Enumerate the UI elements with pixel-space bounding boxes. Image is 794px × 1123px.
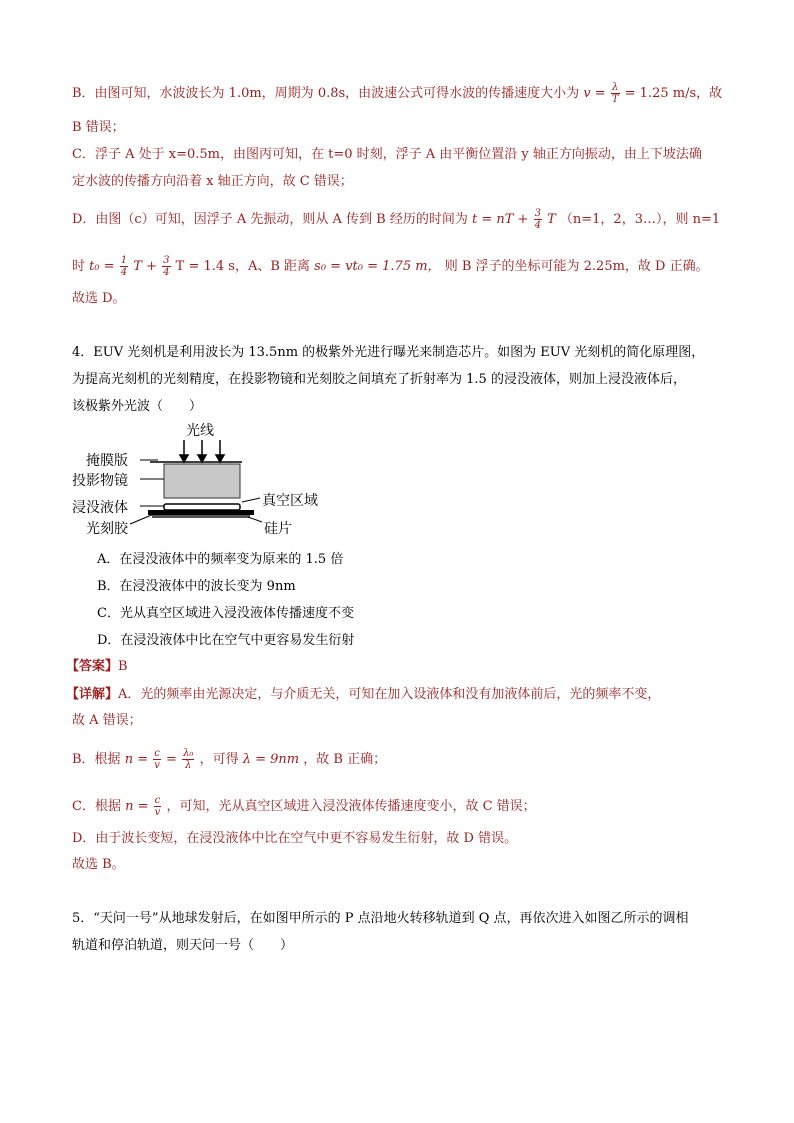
fraction-lambda-T	[611, 82, 620, 105]
q3-optionB-line2: B 错误；	[72, 120, 125, 135]
frac-den: 4	[163, 267, 170, 278]
q3-optionD-cond: （n=1，2，3…），则 n=1	[559, 212, 721, 227]
formula-n: n =	[124, 752, 149, 767]
q4-stem-line2: 为提高光刻机的光刻精度，在投影物镜和光刻胶之间填充了折射率为 1.5 的浸没液体，则加上浸没液体后，	[72, 372, 686, 387]
projection-lens	[164, 464, 240, 498]
label-lens: 投影物镜	[72, 473, 128, 489]
q3-optionC-line1: C．浮子 A 处于 x=0.5m，由图丙可知，在 t=0 时刻，浮子 A 由平衡位置沿 y 轴正方向振动，由上下坡法确	[72, 147, 702, 162]
q5-stem-line2: 轨道和停泊轨道，则天问一号（ ）	[72, 938, 294, 953]
detail-B-pre: B．根据	[72, 752, 121, 767]
leader-wafer	[248, 517, 262, 522]
photoresist-layer	[148, 510, 254, 515]
q4-option-C: C．光从真空区域进入浸没液体传播速度不变	[97, 606, 354, 621]
q3-conclusion: 故选 D。	[72, 291, 126, 306]
q4-detail-A-line2: 故 A 错误；	[72, 713, 142, 728]
formula-lambda-result: λ = 9nm	[242, 752, 300, 767]
answer-value: B	[118, 659, 128, 674]
label-vacuum: 真空区域	[262, 493, 318, 509]
q4-conclusion: 故选 B。	[72, 857, 125, 872]
fraction-lambda0-lambda	[182, 748, 194, 771]
fraction-c-v	[153, 748, 161, 771]
formula-result: = 1.25 m/s，故	[624, 86, 723, 101]
q3-optionD-when: 时	[72, 259, 86, 274]
q4-detail-C	[72, 795, 536, 818]
frac-num: λ₀	[183, 748, 194, 759]
q4-detail-A-line1	[66, 686, 660, 704]
formula-n-c: n =	[125, 799, 149, 814]
frac-den: T	[611, 94, 619, 105]
fraction-1-4	[120, 255, 128, 278]
fraction-3-4b	[162, 255, 170, 278]
label-wafer: 硅片	[264, 521, 292, 537]
frac-num: c	[154, 795, 161, 806]
q3-optionD-line2	[72, 255, 709, 278]
light-arrowhead-1	[180, 455, 188, 462]
frac-den: 4	[120, 267, 128, 278]
silicon-wafer	[152, 515, 250, 518]
detail-tag: 【详解】	[66, 687, 119, 702]
formula-t0: t₀ =	[89, 259, 115, 274]
answer-tag: 【答案】	[66, 659, 119, 674]
leader-vacuum	[242, 498, 260, 502]
q5-stem-line1: 5．“天问一号”从地球发射后，在如图甲所示的 P 点沿地火转移轨道到 Q 点，再依次进入如图乙所示的调相	[72, 911, 689, 926]
formula-v: v =	[583, 86, 606, 101]
q4-detail-B	[72, 748, 386, 771]
q4-answer	[66, 658, 128, 676]
leader-resist	[130, 514, 154, 524]
q4-stem-line3: 该极紫外光波（ ）	[72, 399, 203, 414]
formula-end: T = 1.4 s，A、B 距离	[175, 259, 311, 274]
frac-den: v	[154, 807, 161, 818]
light-arrowhead-2	[198, 455, 206, 462]
detail-C-pre: C．根据	[72, 799, 121, 814]
q3-optionC-line2: 定水波的传播方向沿着 x 轴正方向，故 C 错误；	[72, 174, 353, 189]
q4-option-B: B．在浸没液体中的波长变为 9nm	[97, 579, 296, 594]
q4-option-D: D．在浸没液体中比在空气中更容易发生衍射	[97, 633, 355, 648]
frac-num: 1	[120, 255, 128, 266]
q3-optionB-text: B．由图可知，水波波长为 1.0m，周期为 0.8s，由波速公式可得水波的传播速度大小为	[72, 86, 580, 101]
frac-den: λ	[185, 760, 192, 771]
frac-den: v	[154, 760, 160, 771]
q3-optionD-text: D．由图（c）可知，因浮子 A 先振动，则从 A 传到 B 经历的时间为	[72, 212, 468, 227]
detail-A-text: A．光的频率由光源决定，与介质无关，可知在加入设液体和没有加液体前后，光的频率不变，	[118, 687, 661, 702]
frac-num: 3	[163, 255, 170, 266]
fraction-3-4	[534, 208, 542, 231]
frac-num: 3	[534, 208, 541, 219]
immersion-liquid	[164, 504, 240, 510]
formula-eq: =	[166, 752, 177, 767]
q4-detail-D: D．由于波长变短，在浸没液体中比在空气中更不容易发生衍射，故 D 错误。	[72, 831, 518, 846]
q3-optionD-rest: 则 B 浮子的坐标可能为 2.25m，故 D 正确。	[444, 259, 709, 274]
q4-stem-line1: 4．EUV 光刻机是利用波长为 13.5nm 的极紫外光进行曝光来制造芯片。如图为 EUV 光刻机的简化原理图，	[72, 345, 705, 360]
formula-s0: s₀ = vt₀ = 1.75 m，	[314, 259, 441, 274]
q3-optionD-line1	[72, 208, 720, 231]
label-liquid: 浸没液体	[72, 500, 128, 516]
formula-T: T	[547, 212, 556, 227]
frac-num: c	[154, 748, 160, 759]
detail-C-post: ，可知，光从真空区域进入浸没液体传播速度变小，故 C 错误；	[166, 799, 536, 814]
label-resist: 光刻胶	[86, 521, 128, 537]
formula-mid: T +	[133, 259, 157, 274]
euv-lithography-diagram	[70, 422, 350, 542]
detail-B-post: ，故 B 正确；	[303, 752, 387, 767]
light-arrowhead-3	[216, 455, 224, 462]
q4-option-A: A．在浸没液体中的频率变为原来的 1.5 倍	[97, 552, 344, 567]
frac-num: λ	[611, 82, 619, 93]
label-light: 光线	[186, 423, 214, 439]
frac-den: 4	[534, 220, 541, 231]
formula-t: t = nT +	[471, 212, 529, 227]
fraction-c-v-2	[154, 795, 162, 818]
label-mask: 掩膜版	[86, 453, 128, 469]
q3-optionB-line1	[72, 82, 722, 105]
detail-B-mid: ，可得	[199, 752, 239, 767]
